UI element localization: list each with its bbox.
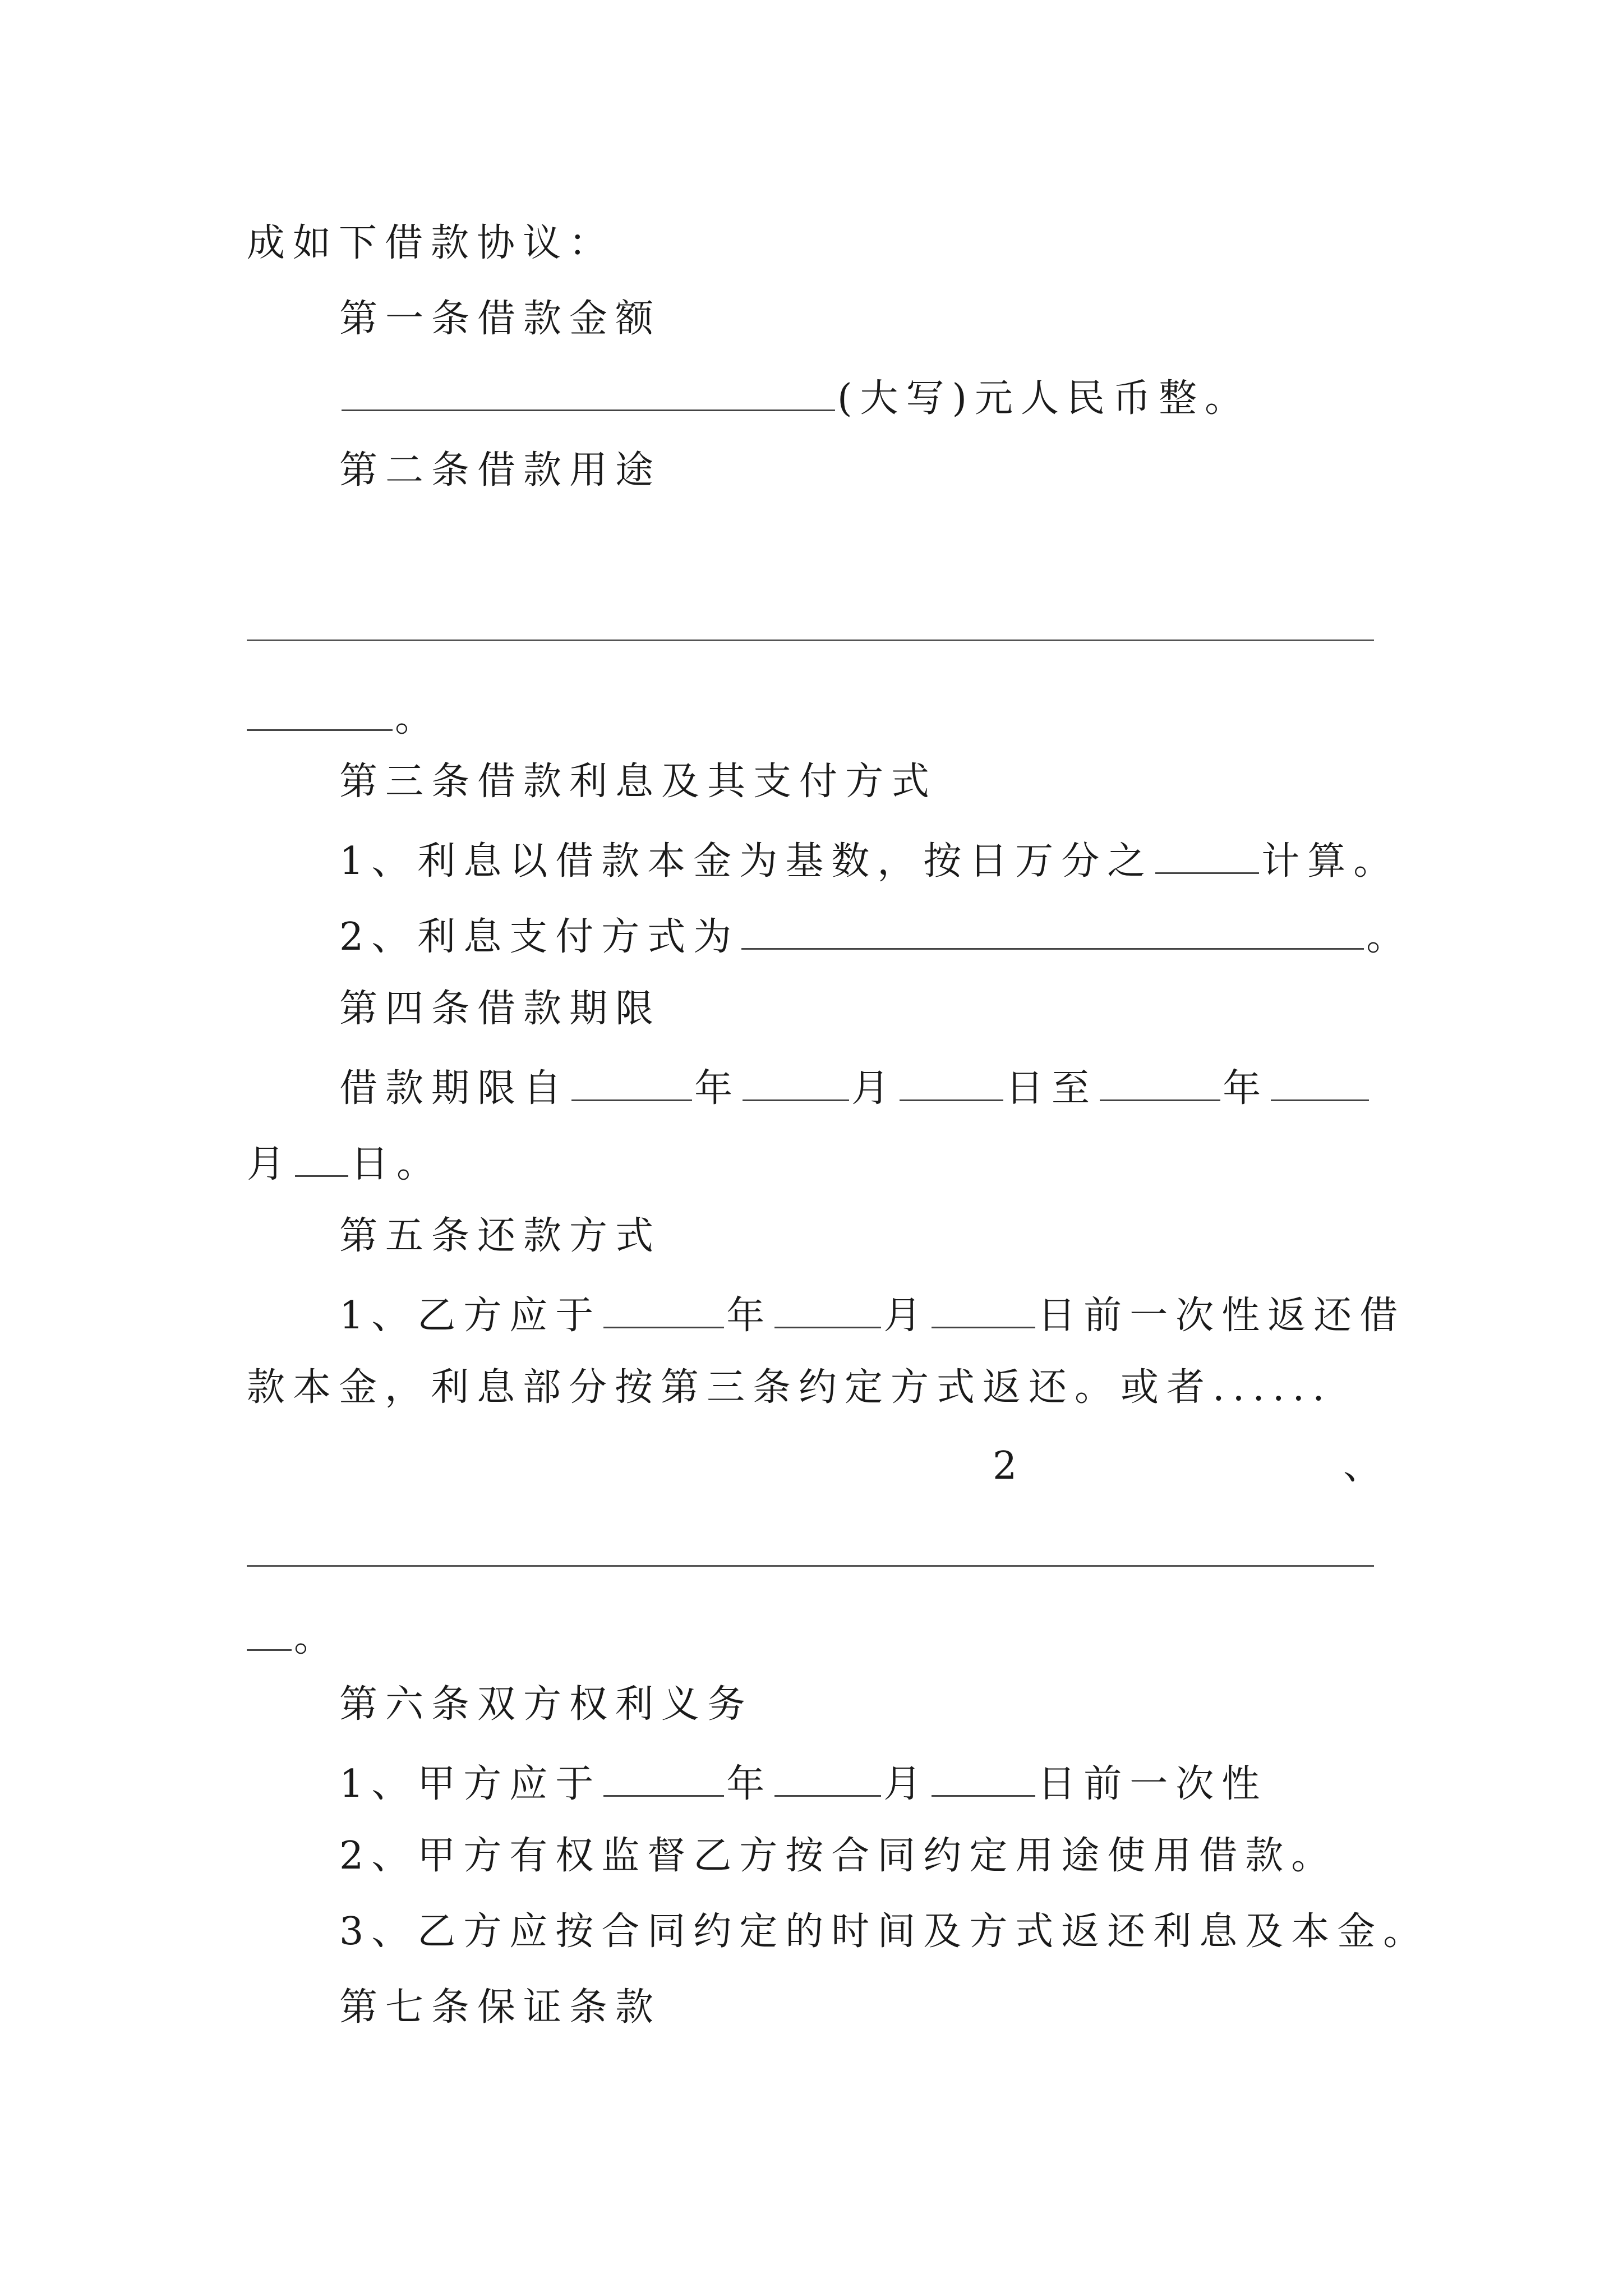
- lend-month-label: 月: [883, 1762, 930, 1806]
- start-month-blank[interactable]: [743, 1066, 849, 1101]
- lend-deadline-text: 日前一次性: [1038, 1762, 1268, 1806]
- article-6-heading: [339, 1682, 754, 1727]
- repayment-text: 1、乙方应于: [339, 1294, 602, 1338]
- interest-rate-blank[interactable]: [1155, 839, 1259, 874]
- article-2-heading: [339, 448, 662, 493]
- start-year-label: 年: [694, 1066, 741, 1111]
- purpose-end-line: [247, 696, 441, 738]
- end-day-blank[interactable]: [295, 1142, 348, 1177]
- start-day-label: 日至: [1006, 1066, 1098, 1111]
- repay-year-blank[interactable]: [603, 1293, 724, 1328]
- interest-rate-text: 1、利息以借款本金为基数，按日万分之: [339, 839, 1154, 884]
- repay-month-blank[interactable]: [774, 1293, 881, 1328]
- borrower-duty-text: 3、乙方应按合同约定的时间及方式返还利息及本金。: [339, 1910, 1430, 1954]
- loan-period-line: [339, 1066, 1371, 1111]
- start-day-blank[interactable]: [900, 1066, 1003, 1101]
- article-1-heading: [339, 297, 662, 341]
- repayment-alt-blank-line[interactable]: [247, 1565, 1374, 1567]
- article-2-title: 第二条借款用途: [339, 448, 662, 493]
- article-3-title: 第三条借款利息及其支付方式: [339, 760, 938, 804]
- interest-payment-line: [339, 914, 1413, 959]
- amount-suffix: (大写)元人民币整。: [837, 376, 1251, 421]
- lend-day-blank[interactable]: [932, 1761, 1035, 1797]
- purpose-end-mark: 。: [395, 696, 441, 740]
- end-day-label: 日。: [351, 1142, 443, 1186]
- intro-line: [247, 221, 615, 265]
- repayment-continued-line: [247, 1365, 1332, 1410]
- end-year-label: 年: [1223, 1066, 1269, 1111]
- article-7-heading: [339, 1985, 662, 2030]
- article-5-title: 第五条还款方式: [339, 1214, 662, 1258]
- lender-right-line: [339, 1834, 1338, 1878]
- end-month-blank[interactable]: [1271, 1066, 1369, 1101]
- clause-number-2: 2: [993, 1444, 1017, 1488]
- article-4-title: 第四条借款期限: [339, 987, 662, 1031]
- repayment-alt-blank-short[interactable]: [247, 1616, 292, 1651]
- end-month-label: 月: [247, 1142, 293, 1186]
- lender-duty-text: 1、甲方应于: [339, 1762, 602, 1806]
- purpose-blank-line[interactable]: [247, 639, 1374, 641]
- article-1-title: 第一条借款金额: [339, 297, 662, 341]
- repayment-line: [339, 1293, 1406, 1338]
- borrower-duty-line: [339, 1910, 1430, 1954]
- interest-payment-text: 2、利息支付方式为: [339, 915, 740, 959]
- article-4-heading: [339, 987, 662, 1031]
- repayment-continued-text: 款本金，利息部分按第三条约定方式返还。或者......: [247, 1365, 1332, 1410]
- amount-blank[interactable]: [342, 376, 835, 411]
- interest-rate-line: [339, 839, 1400, 884]
- repay-deadline-text: 日前一次性返还借: [1038, 1294, 1406, 1338]
- lend-year-label: 年: [726, 1762, 773, 1806]
- article-7-title: 第七条保证条款: [339, 1985, 662, 2030]
- end-year-blank[interactable]: [1100, 1066, 1220, 1101]
- interest-payment-end: 。: [1366, 915, 1413, 959]
- loan-period-text: 借款期限自: [339, 1066, 570, 1111]
- article-5-heading: [339, 1214, 662, 1258]
- article-6-title: 第六条双方权利义务: [339, 1682, 754, 1727]
- start-month-label: 月: [851, 1066, 898, 1111]
- repay-day-blank[interactable]: [932, 1293, 1035, 1328]
- lender-right-text: 2、甲方有权监督乙方按合同约定用途使用借款。: [339, 1834, 1338, 1878]
- lend-month-blank[interactable]: [774, 1761, 881, 1797]
- loan-period-end-line: [247, 1142, 442, 1184]
- interest-payment-blank[interactable]: [741, 914, 1364, 950]
- interest-rate-suffix: 计算。: [1261, 839, 1400, 884]
- lend-year-blank[interactable]: [603, 1761, 724, 1797]
- repay-year-label: 年: [726, 1294, 773, 1338]
- repayment-alt-end-line: [247, 1616, 340, 1658]
- repay-month-label: 月: [883, 1294, 930, 1338]
- start-year-blank[interactable]: [571, 1066, 692, 1101]
- amount-line: [339, 376, 1251, 421]
- clause-enumeration-mark: 、: [1343, 1444, 1382, 1488]
- purpose-blank-short[interactable]: [247, 696, 393, 731]
- intro-text: 成如下借款协议：: [247, 221, 615, 265]
- repayment-alt-end-mark: 。: [294, 1616, 340, 1660]
- article-3-heading: [339, 760, 938, 804]
- lender-duty-line: [339, 1761, 1268, 1806]
